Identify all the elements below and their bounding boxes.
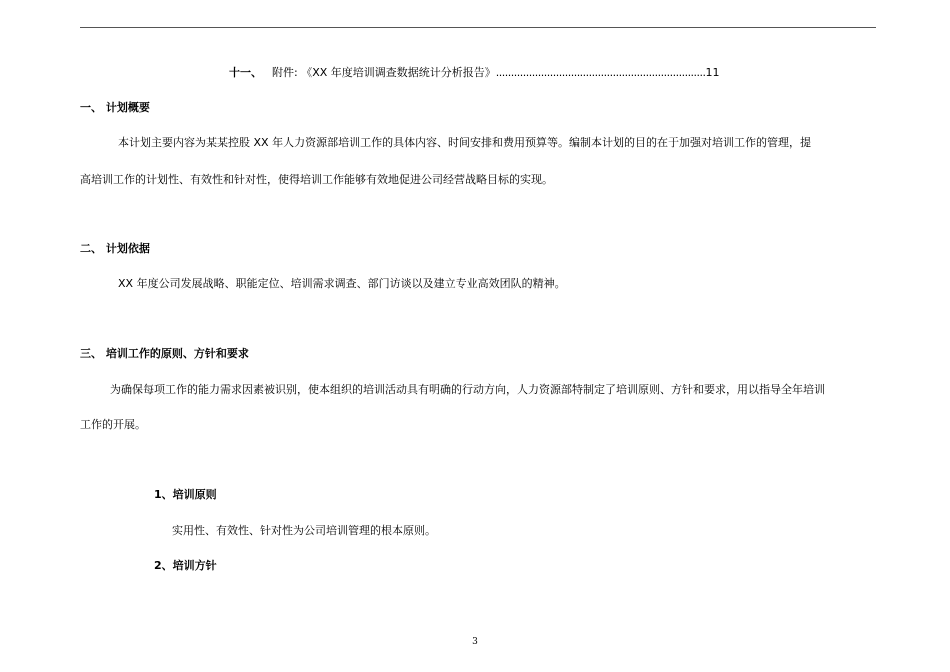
toc-entry[interactable] — [229, 66, 720, 80]
principles-paragraph-line-2: 工作的开展。 — [80, 418, 146, 431]
toc-entry-page: 11 — [705, 66, 720, 79]
page-number: 3 — [472, 637, 478, 647]
overview-paragraph-line-1: 本计划主要内容为某某控股 XX 年人力资源部培训工作的具体内容、时间安排和费用预算等。编制本计划的目的在于加强对培训工作的管理，提 — [118, 136, 812, 149]
subsection-heading-training-policy: 2、培训方针 — [154, 559, 217, 572]
toc-entry-title: 附件: 《XX 年度培训调查数据统计分析报告》 — [272, 66, 496, 79]
header-rule — [80, 27, 876, 28]
toc-entry-number: 十一、 — [229, 66, 262, 79]
toc-leader-dots: ...................................................................... — [495, 66, 706, 79]
principles-paragraph-line-1: 为确保每项工作的能力需求因素被识别，使本组织的培训活动具有明确的行动方向，人力资源部特制定了培训原则、方针和要求，用以指导全年培训 — [110, 383, 825, 396]
section-heading-basis: 二、 计划依据 — [80, 242, 150, 255]
training-principles-text: 实用性、有效性、针对性为公司培训管理的根本原则。 — [172, 524, 436, 537]
overview-paragraph-line-2: 高培训工作的计划性、有效性和针对性，使得培训工作能够有效地促进公司经营战略目标的实现。 — [80, 173, 553, 186]
subsection-heading-training-principles: 1、培训原则 — [154, 488, 217, 501]
section-heading-overview: 一、 计划概要 — [80, 101, 150, 114]
basis-paragraph-line-1: XX 年度公司发展战略、职能定位、培训需求调查、部门访谈以及建立专业高效团队的精神。 — [118, 277, 566, 290]
section-heading-principles: 三、 培训工作的原则、方针和要求 — [80, 347, 249, 360]
